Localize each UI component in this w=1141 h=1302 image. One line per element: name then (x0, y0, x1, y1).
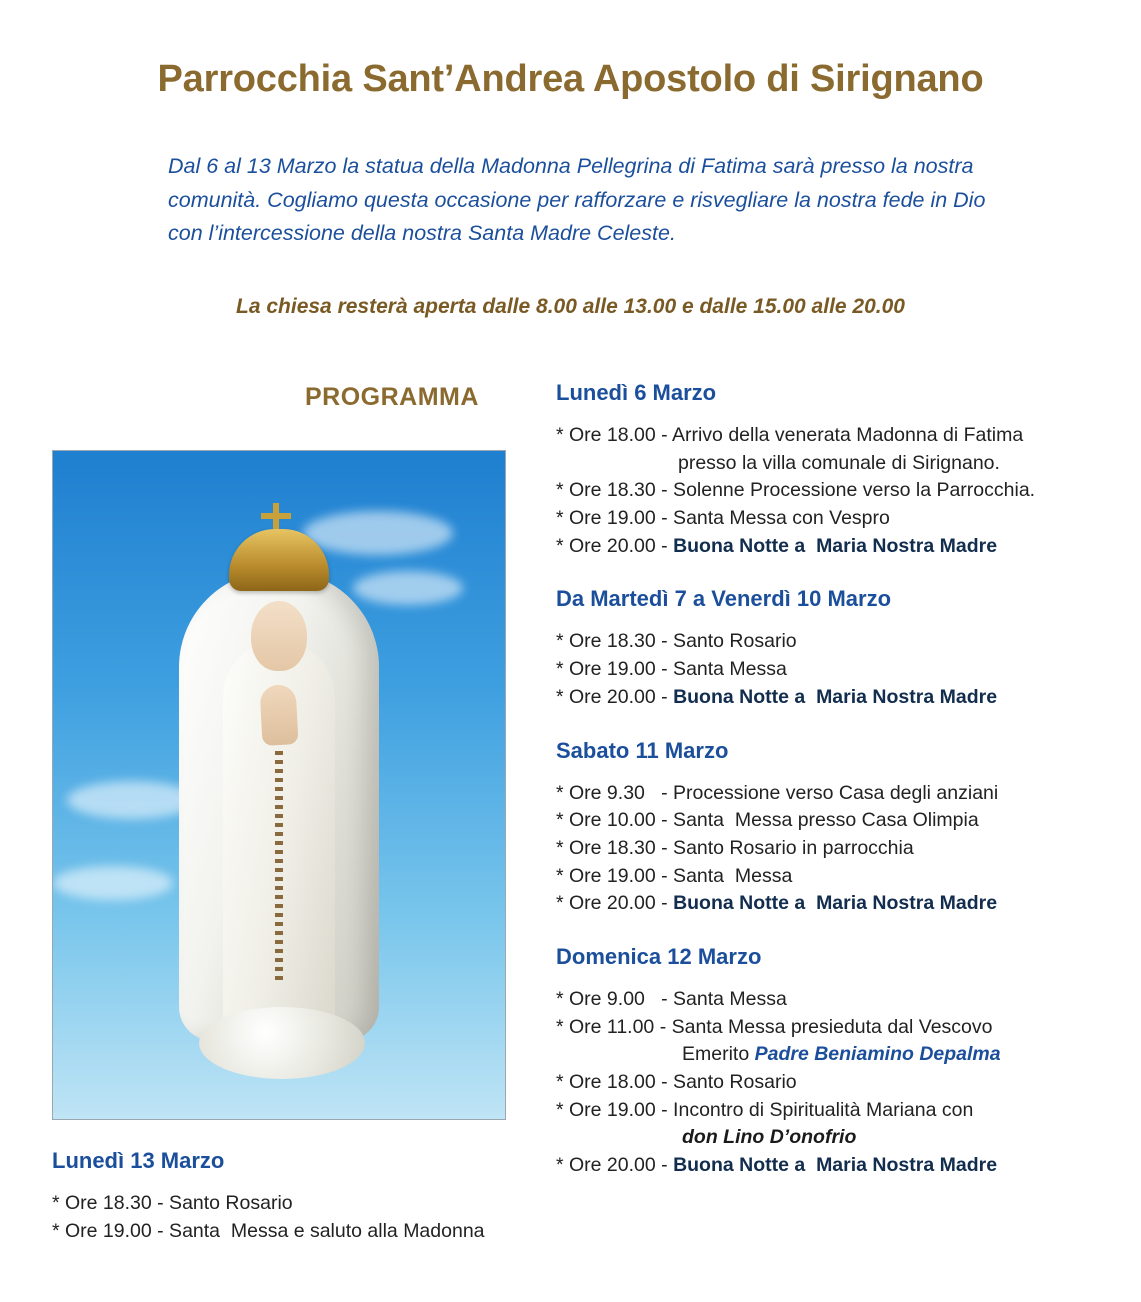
programma-heading: PROGRAMMA (305, 383, 479, 411)
schedule-line-time: * Ore 20.00 - (556, 892, 674, 915)
schedule-line-emphasis: Padre Beniamino Depalma (754, 1043, 1001, 1066)
schedule-day-heading: Sabato 11 Marzo (556, 737, 729, 763)
face-shape (251, 601, 307, 671)
schedule-line: * Ore 11.00 - Santa Messa presieduta dal Vescovo (556, 1015, 993, 1038)
hands-shape (259, 684, 298, 746)
schedule-line-emphasis: Buona Notte a Maria Nostra Madre (673, 892, 998, 915)
madonna-di-fatima-image (52, 450, 506, 1120)
schedule-line: * Ore 19.00 - Santa Messa (556, 864, 793, 887)
schedule-line: * Ore 19.00 - Incontro di Spiritualità Mariana con (556, 1098, 974, 1121)
schedule-line (556, 684, 1116, 712)
rosary-icon (275, 751, 283, 981)
schedule-day-block (556, 738, 1116, 918)
schedule-line (556, 533, 1116, 561)
schedule-line (556, 890, 1116, 918)
schedule-line: * Ore 18.30 - Solenne Processione verso la Parrocchia. (556, 479, 1036, 502)
schedule-line: * Ore 9.00 - Santa Messa (556, 987, 787, 1010)
programma-schedule (556, 380, 1116, 1206)
schedule-line-time: * Ore 20.00 - (556, 685, 674, 708)
schedule-line-emphasis: Buona Notte a Maria Nostra Madre (673, 685, 998, 708)
schedule-line-time: Emerito (682, 1043, 755, 1066)
schedule-line: * Ore 18.30 - Santo Rosario (52, 1192, 293, 1214)
schedule-line: * Ore 18.30 - Santo Rosario in parrocchia (556, 836, 914, 859)
schedule-line: * Ore 19.00 - Santa Messa e saluto alla Madonna (52, 1219, 485, 1242)
schedule-line (556, 1124, 1116, 1152)
last-day-block (52, 1148, 552, 1245)
schedule-line: * Ore 19.00 - Santa Messa con Vespro (556, 507, 890, 530)
schedule-day-heading: Lunedì 13 Marzo (52, 1148, 225, 1173)
schedule-line-emphasis: Buona Notte a Maria Nostra Madre (673, 534, 998, 557)
schedule-line: * Ore 18.00 - Arrivo della venerata Madonna di Fatima (556, 424, 1024, 446)
schedule-line: * Ore 10.00 - Santa Messa presso Casa Olimpia (556, 809, 979, 832)
schedule-day-heading: Lunedì 6 Marzo (556, 380, 717, 405)
intro-paragraph: Dal 6 al 13 Marzo la statua della Madonna Pellegrina di Fatima sarà presso la nostra comunità. Cogliamo questa occasione per rafforzare e risvegliare la nostra fede in Dio con l’intercessione della nostra Santa Madre Celeste. (168, 154, 986, 246)
schedule-day-heading: Da Martedì 7 a Venerdì 10 Marzo (556, 586, 892, 612)
schedule-day-block (556, 944, 1116, 1180)
schedule-line-emphasis: don Lino D’onofrio (682, 1126, 857, 1149)
schedule-line: presso la villa comunale di Sirignano. (678, 451, 1000, 474)
schedule-line-time: * Ore 20.00 - (556, 1154, 674, 1177)
schedule-day-heading: Domenica 12 Marzo (556, 943, 762, 969)
schedule-line: * Ore 18.30 - Santo Rosario (556, 630, 797, 653)
crown-icon (229, 529, 329, 591)
cloud-base-shape (199, 1007, 365, 1079)
schedule-day-block (556, 586, 1116, 711)
opening-hours: La chiesa resterà aperta dalle 8.00 alle 13.00 e dalle 15.00 alle 20.00 (236, 295, 905, 318)
schedule-line-emphasis: Buona Notte a Maria Nostra Madre (673, 1154, 998, 1177)
schedule-line: * Ore 19.00 - Santa Messa (556, 658, 787, 681)
schedule-day-block (556, 380, 1116, 560)
page-title: Parrocchia Sant’Andrea Apostolo di Sirignano (157, 58, 984, 100)
statue-figure (53, 451, 505, 1119)
schedule-line (556, 1041, 1116, 1069)
schedule-line: * Ore 9.30 - Processione verso Casa degli anziani (556, 781, 999, 804)
schedule-line: * Ore 18.00 - Santo Rosario (556, 1071, 797, 1093)
schedule-line-time: * Ore 20.00 - (556, 534, 674, 557)
schedule-line (556, 1152, 1116, 1180)
